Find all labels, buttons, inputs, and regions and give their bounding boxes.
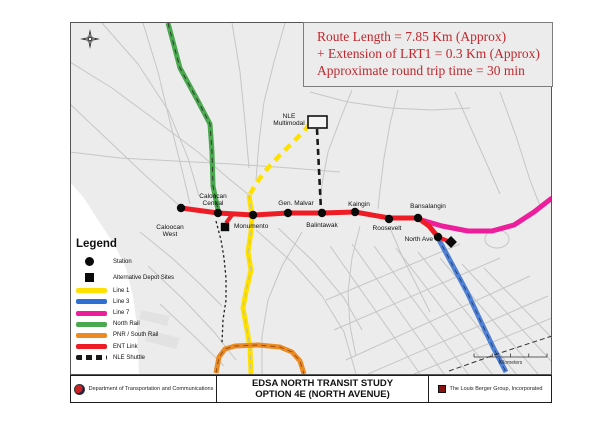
monumento-depot-marker	[221, 223, 229, 231]
legend-label: North Rail	[113, 321, 140, 328]
legend-item-depot	[76, 273, 208, 282]
dotc-logo-icon	[74, 384, 85, 395]
street	[70, 62, 249, 195]
legend-item-pnr	[76, 333, 208, 338]
footer-bar	[70, 375, 552, 403]
station-dot-caloocan-central	[214, 209, 222, 217]
depot-marker-icon	[85, 273, 94, 282]
nle-multimodal-box	[308, 116, 327, 128]
station-label-caloocan-central: Central	[202, 200, 224, 207]
legend-item-nle-shuttle	[76, 355, 208, 360]
station-dot-kaingin	[351, 208, 359, 216]
station-label-caloocan-west: Caloocan	[156, 224, 184, 231]
station-label-roosevelt: Roosevelt	[372, 225, 402, 232]
station-marker-icon	[85, 257, 94, 266]
station-label-gen-malvar: Gen. Malvar	[278, 200, 314, 207]
street	[70, 104, 181, 207]
compass-rose-icon	[80, 27, 100, 56]
study-title-line1: EDSA NORTH TRANSIT STUDY	[251, 378, 394, 389]
footer-left-org	[70, 375, 217, 403]
line3-swatch	[76, 299, 107, 304]
legend-item-line7	[76, 311, 208, 316]
station-label-north-ave: North Ave	[404, 236, 433, 243]
station-dot-balintawak	[318, 209, 326, 217]
street	[320, 90, 352, 206]
round-trip-text: Approximate round trip time = 30 min	[317, 63, 525, 78]
station-label-balintawak: Balintawak	[306, 222, 338, 229]
street	[232, 23, 249, 168]
legend-label: Line 3	[113, 298, 130, 305]
street	[348, 226, 360, 356]
street	[334, 258, 500, 330]
street	[500, 92, 540, 206]
ent-link-swatch	[76, 344, 107, 349]
street	[418, 252, 516, 374]
route-pnr-south-rail	[216, 345, 304, 374]
station-label-bansalangin: Bansalangin	[410, 203, 446, 210]
line7-swatch	[76, 311, 107, 316]
footer-right-org	[428, 375, 552, 403]
legend	[76, 238, 208, 360]
station-dot-bansalangin	[414, 214, 422, 222]
legend-label: Line 7	[113, 310, 130, 317]
legend-label: NLE Shuttle	[113, 354, 146, 361]
legend-label: Station	[113, 258, 132, 265]
route-ent-link-monumento-spur	[226, 215, 232, 223]
legend-label: Line 1	[113, 287, 130, 294]
legend-item-station	[76, 257, 208, 266]
extension-text: + Extension of LRT1 = 0.3 Km (Approx)	[317, 46, 540, 61]
legend-label: Alternative Depot Sites	[113, 274, 175, 281]
station-label-caloocan-west: West	[162, 231, 178, 238]
legend-item-north-rail	[76, 322, 208, 327]
route-line1-extension	[250, 125, 309, 194]
station-label-caloocan-central: Caloocan	[199, 193, 227, 200]
nle-multimodal-label: Multimodal	[273, 120, 305, 127]
route-pnr-north	[216, 221, 226, 343]
legend-label: PNR / South Rail	[113, 332, 159, 339]
station-label-monumento: Monumento	[234, 223, 269, 230]
station-dot-monumento	[249, 211, 257, 219]
legend-title: Legend	[76, 238, 117, 250]
route-info-box	[303, 22, 553, 87]
line1-swatch	[76, 288, 107, 293]
street	[256, 230, 356, 374]
street	[455, 92, 500, 194]
station-dot-north-ave	[434, 233, 442, 241]
legend-item-ent-link	[76, 344, 208, 349]
scale-label: Kilometers	[498, 360, 523, 366]
street	[484, 268, 552, 338]
nle-shuttle-swatch	[76, 355, 107, 360]
street	[143, 23, 190, 204]
pnr-swatch	[76, 333, 107, 338]
station-dot-roosevelt	[385, 215, 393, 223]
station-label-kaingin: Kaingin	[348, 201, 370, 208]
dotc-org-name: Department of Transportation and Communications	[88, 386, 214, 392]
louis-berger-logo-icon	[438, 385, 446, 393]
louis-berger-org-name: The Louis Berger Group, Incorporated	[449, 386, 543, 392]
street	[346, 276, 530, 360]
street	[70, 152, 340, 172]
street	[352, 244, 444, 374]
station-dot-caloocan-west	[177, 204, 185, 212]
street	[310, 92, 470, 110]
legend-item-line1	[76, 288, 208, 293]
legend-label: ENT Link	[113, 343, 138, 350]
study-title-line2: OPTION 4E (NORTH AVENUE)	[255, 389, 390, 400]
station-dot-gen-malvar	[284, 209, 292, 217]
nle-multimodal-label: NLE	[282, 113, 296, 120]
north-rail-swatch	[76, 322, 107, 327]
route-length-text: Route Length = 7.85 Km (Approx)	[317, 29, 507, 44]
street	[326, 244, 460, 300]
footer-title	[217, 375, 428, 403]
legend-item-line3	[76, 299, 208, 304]
